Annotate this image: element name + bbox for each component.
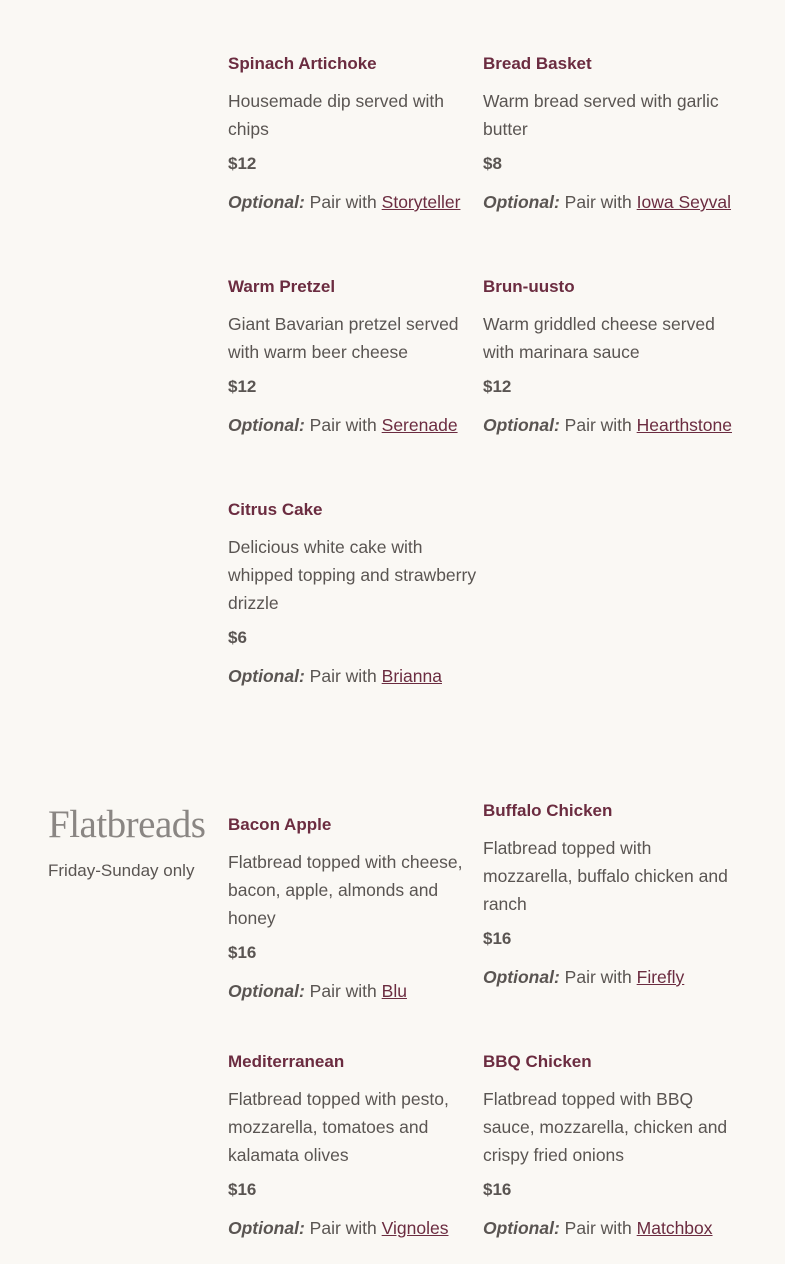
pairing-label: Optional: xyxy=(228,1218,305,1238)
pairing-text: Pair with xyxy=(564,1218,632,1238)
item-price: $12 xyxy=(483,377,512,396)
pairing-label: Optional: xyxy=(483,415,560,435)
wine-link[interactable]: Firefly xyxy=(636,967,685,987)
item-name: Citrus Cake xyxy=(228,500,323,519)
pairing-line xyxy=(228,414,484,436)
pairing-text: Pair with xyxy=(309,192,377,212)
item-name: Brun-uusto xyxy=(483,277,575,296)
pairing-line xyxy=(483,191,739,213)
item-description: Flatbread topped with cheese, bacon, apple, almonds and honey xyxy=(228,852,463,928)
pairing-label: Optional: xyxy=(228,415,305,435)
menu-item-citrus-cake xyxy=(228,499,484,687)
pairing-text: Pair with xyxy=(309,415,377,435)
item-name: Spinach Artichoke xyxy=(228,54,377,73)
menu-item-spinach-artichoke xyxy=(228,53,484,213)
menu-item-mediterranean xyxy=(228,1051,484,1239)
item-description: Flatbread topped with mozzarella, buffalo chicken and ranch xyxy=(483,838,728,914)
menu-item-bbq-chicken xyxy=(483,1051,739,1239)
item-description: Delicious white cake with whipped topping and strawberry drizzle xyxy=(228,537,477,613)
menu-item-bacon-apple xyxy=(228,814,484,1002)
wine-link[interactable]: Matchbox xyxy=(636,1218,713,1238)
item-price: $6 xyxy=(228,628,247,647)
wine-link[interactable]: Brianna xyxy=(381,666,442,686)
item-name: Warm Pretzel xyxy=(228,277,336,296)
pairing-text: Pair with xyxy=(309,1218,377,1238)
menu-item-brun-uusto xyxy=(483,276,739,436)
pairing-label: Optional: xyxy=(228,192,305,212)
pairing-line xyxy=(483,1217,739,1239)
pairing-text: Pair with xyxy=(309,666,377,686)
wine-link[interactable]: Iowa Seyval xyxy=(636,192,732,212)
pairing-label: Optional: xyxy=(483,967,560,987)
pairing-label: Optional: xyxy=(228,666,305,686)
item-name: Bread Basket xyxy=(483,54,592,73)
section-note: Friday-Sunday only xyxy=(48,861,195,880)
item-description: Warm griddled cheese served with marinara sauce xyxy=(483,314,715,362)
pairing-text: Pair with xyxy=(564,415,632,435)
pairing-line xyxy=(228,191,484,213)
pairing-text: Pair with xyxy=(309,981,377,1001)
wine-link[interactable]: Storyteller xyxy=(381,192,461,212)
pairing-label: Optional: xyxy=(483,1218,560,1238)
pairing-text: Pair with xyxy=(564,192,632,212)
wine-link[interactable]: Serenade xyxy=(381,415,458,435)
menu-item-warm-pretzel xyxy=(228,276,484,436)
item-price: $16 xyxy=(483,1180,512,1199)
pairing-line xyxy=(483,966,739,988)
pairing-text: Pair with xyxy=(564,967,632,987)
pairing-label: Optional: xyxy=(228,981,305,1001)
item-name: BBQ Chicken xyxy=(483,1052,592,1071)
item-description: Warm bread served with garlic butter xyxy=(483,91,719,139)
item-price: $16 xyxy=(228,1180,257,1199)
item-description: Flatbread topped with pesto, mozzarella, tomatoes and kalamata olives xyxy=(228,1089,449,1165)
item-description: Flatbread topped with BBQ sauce, mozzarella, chicken and crispy fried onions xyxy=(483,1089,728,1165)
pairing-line xyxy=(228,1217,484,1239)
item-price: $12 xyxy=(228,154,257,173)
item-price: $12 xyxy=(228,377,257,396)
menu-item-bread-basket xyxy=(483,53,739,213)
section-title-flatbreads: Flatbreads xyxy=(48,803,206,846)
menu-item-buffalo-chicken xyxy=(483,800,739,988)
item-price: $16 xyxy=(483,929,512,948)
pairing-label: Optional: xyxy=(483,192,560,212)
item-name: Bacon Apple xyxy=(228,815,332,834)
pairing-line xyxy=(483,414,739,436)
item-description: Giant Bavarian pretzel served with warm beer cheese xyxy=(228,314,459,362)
pairing-line xyxy=(228,665,484,687)
item-name: Buffalo Chicken xyxy=(483,801,613,820)
item-price: $8 xyxy=(483,154,502,173)
item-description: Housemade dip served with chips xyxy=(228,91,444,139)
pairing-line xyxy=(228,980,484,1002)
wine-link[interactable]: Hearthstone xyxy=(636,415,732,435)
item-name: Mediterranean xyxy=(228,1052,345,1071)
item-price: $16 xyxy=(228,943,257,962)
wine-link[interactable]: Vignoles xyxy=(381,1218,449,1238)
wine-link[interactable]: Blu xyxy=(381,981,407,1001)
